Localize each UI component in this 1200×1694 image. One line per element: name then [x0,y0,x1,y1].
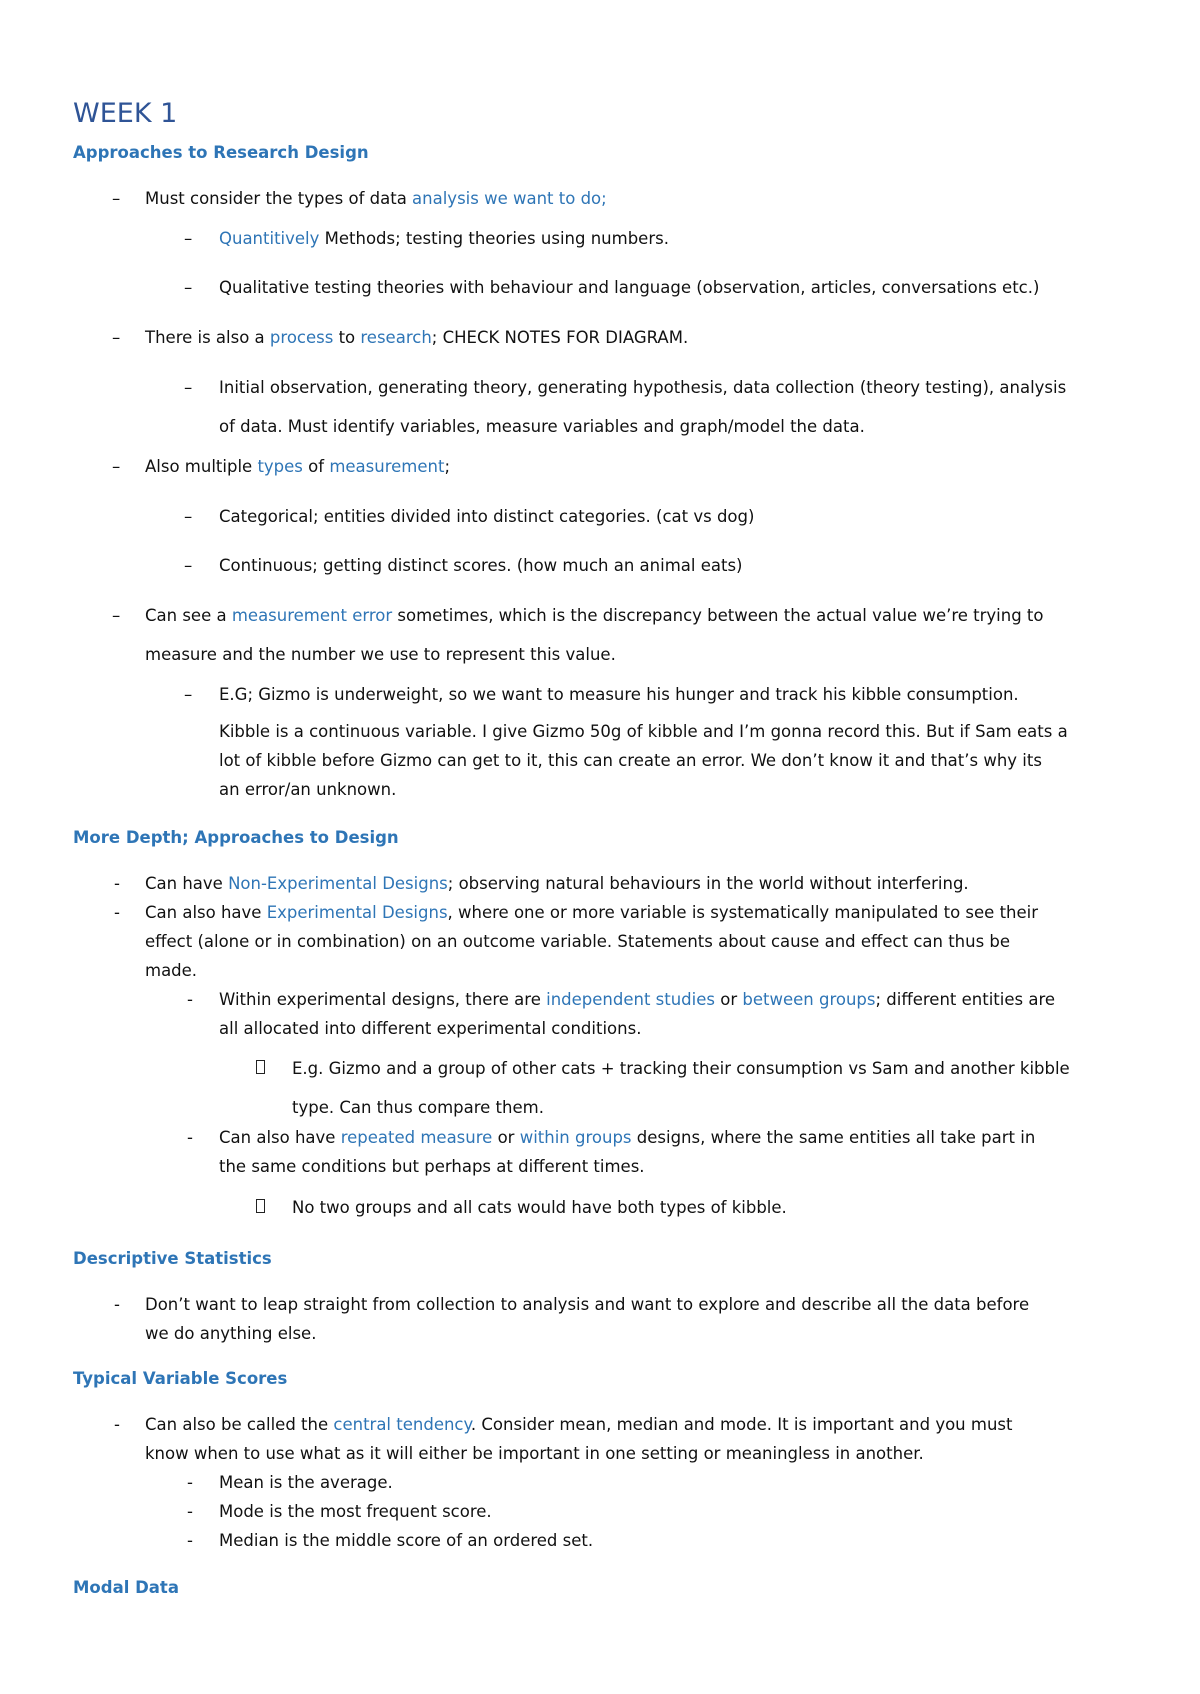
checkbox-bullet-icon [256,1058,265,1080]
list-item: E.g. Gizmo and a group of other cats + tracking their consumption vs Sam and another kibble [292,1059,1070,1078]
list-item: No two groups and all cats would have both types of kibble. [292,1198,787,1217]
list-item-continuation: type. Can thus compare them. [292,1098,544,1117]
bullet-dash: – [184,278,193,297]
list-item: Can also be called the central tendency. Consider mean, median and mode. It is important and you must [145,1415,1013,1434]
list-item-continuation: made. [145,961,198,980]
list-item-continuation: we do anything else. [145,1324,317,1343]
list-item: Can see a measurement error sometimes, which is the discrepancy between the actual value we’re trying to [145,606,1044,625]
list-item: Can also have repeated measure or within groups designs, where the same entities all take part in [219,1128,1036,1147]
list-item-continuation: all allocated into different experimental conditions. [219,1019,642,1038]
list-item: Initial observation, generating theory, generating hypothesis, data collection (theory testing), analysis [219,378,1067,397]
list-item: Can also have Experimental Designs, where one or more variable is systematically manipulated to see their [145,903,1039,922]
list-item: Don’t want to leap straight from collection to analysis and want to explore and describe all the data before [145,1295,1030,1314]
section-heading-research-design: Approaches to Research Design [73,143,369,162]
list-item-continuation: of data. Must identify variables, measure variables and graph/model the data. [219,417,865,436]
section-heading-descriptive-statistics: Descriptive Statistics [73,1249,272,1268]
section-heading-typical-variable-scores: Typical Variable Scores [73,1369,288,1388]
bullet-dash: – [112,189,121,208]
list-item: Mode is the most frequent score. [219,1502,492,1521]
bullet-dash: - [187,1473,193,1492]
list-item-continuation: know when to use what as it will either be important in one setting or meaningless in another. [145,1444,924,1463]
bullet-dash: - [187,1502,193,1521]
section-heading-modal-data: Modal Data [73,1578,179,1597]
list-item: Qualitative testing theories with behaviour and language (observation, articles, conversations etc.) [219,278,1040,297]
list-item: E.G; Gizmo is underweight, so we want to measure his hunger and track his kibble consumption. [219,685,1019,704]
list-item: Quantitively Methods; testing theories using numbers. [219,229,669,248]
bullet-dash: - [114,1295,120,1314]
bullet-dash: - [114,874,120,893]
list-item: Continuous; getting distinct scores. (how much an animal eats) [219,556,743,575]
bullet-dash: – [112,457,121,476]
bullet-dash: – [184,685,193,704]
list-item: Can have Non-Experimental Designs; observing natural behaviours in the world without interfering. [145,874,969,893]
list-item-continuation: measure and the number we use to represent this value. [145,645,616,664]
list-item-continuation: effect (alone or in combination) on an outcome variable. Statements about cause and effect can thus be [145,932,1011,951]
bullet-dash: – [184,507,193,526]
list-item-continuation: Kibble is a continuous variable. I give Gizmo 50g of kibble and I’m gonna record this. But if Sam eats a [219,722,1068,741]
page-title: WEEK 1 [73,98,178,129]
list-item: Must consider the types of data analysis we want to do; [145,189,607,208]
bullet-dash: - [187,1128,193,1147]
list-item: Mean is the average. [219,1473,393,1492]
bullet-dash: – [112,328,121,347]
bullet-dash: – [184,556,193,575]
checkbox-bullet-icon [256,1197,265,1219]
bullet-dash: – [184,229,193,248]
bullet-dash: - [187,990,193,1009]
list-item: Categorical; entities divided into distinct categories. (cat vs dog) [219,507,755,526]
list-item: Also multiple types of measurement; [145,457,450,476]
bullet-dash: - [114,903,120,922]
bullet-dash: – [184,378,193,397]
bullet-dash: - [114,1415,120,1434]
list-item-continuation: an error/an unknown. [219,780,397,799]
list-item: Median is the middle score of an ordered set. [219,1531,594,1550]
section-heading-more-depth: More Depth; Approaches to Design [73,828,399,847]
list-item: There is also a process to research; CHECK NOTES FOR DIAGRAM. [145,328,689,347]
list-item: Within experimental designs, there are independent studies or between groups; different entities are [219,990,1056,1009]
list-item-continuation: the same conditions but perhaps at different times. [219,1157,645,1176]
bullet-dash: - [187,1531,193,1550]
list-item-continuation: lot of kibble before Gizmo can get to it, this can create an error. We don’t know it and that’s why its [219,751,1042,770]
bullet-dash: – [112,606,121,625]
